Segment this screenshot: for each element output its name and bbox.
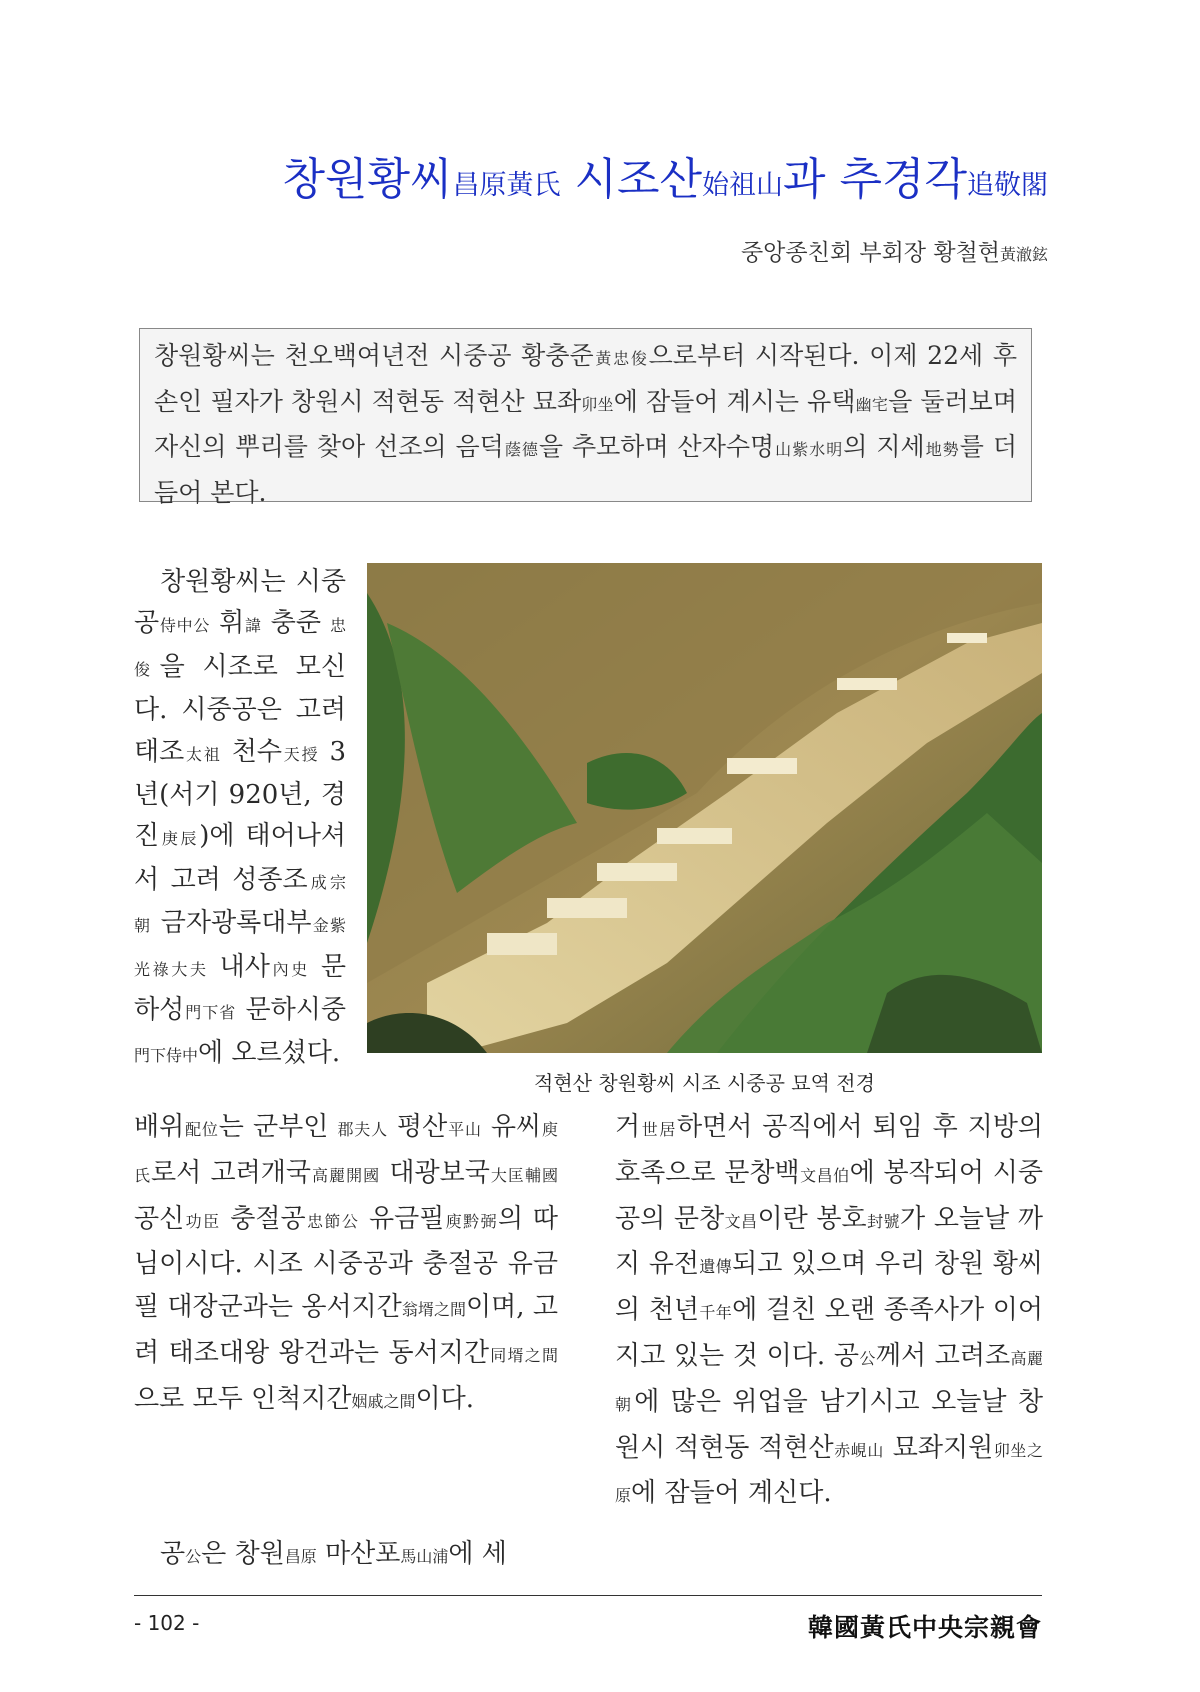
abstract-text: 창원황씨는 천오백여년전 시중공 황충준黃忠俊으로부터 시작된다. 이제 22세 후손인 필자가 창원시 적현동 적현산 묘좌卯坐에 잠들어 계시는 유택幽宅을 둘러보며 자신의 뿌리를 찾아 선조의 음덕蔭德을 추모하며 산자수명山紫水明의 지세地勢를 더듬어 본다. (154, 341, 1017, 507)
abstract-box (139, 328, 1032, 507)
body-column-bottom (134, 1533, 558, 1578)
author-byline: 중앙종친회 부회장 황철현黃澈鉉 (740, 240, 1048, 266)
tomb-terrace (837, 678, 897, 690)
body-column-narrow (134, 562, 346, 1077)
paragraph-4: 거世居하면서 공직에서 퇴임 후 지방의 호족으로 문창백文昌伯에 봉작되어 시중공의 문창文昌이란 봉호封號가 오늘날 까지 유전遺傳되고 있으며 우리 창원 황씨의 천년千年에 걸친 오랜 종족사가 이어지고 있는 것 이다. 공公께서 고려조高麗朝에 많은 위업을 남기시고 오늘날 창원시 적현동 적현산赤峴山 묘좌지원卯坐之原에 잠들어 계신다. (615, 1112, 1043, 1509)
tomb-terrace (657, 828, 732, 844)
organization-name: 韓國黃氏中央宗親會 (807, 1613, 1042, 1642)
page-number: - 102 - (134, 1611, 200, 1635)
paragraph-3: 공公은 창원昌原 마산포馬山浦에 세 (160, 1539, 507, 1569)
footer-rule (134, 1595, 1042, 1596)
tomb-terrace (727, 758, 797, 774)
tomb-terrace (597, 863, 677, 881)
tomb-terrace (547, 898, 627, 918)
photo-caption: 적현산 창원황씨 시조 시중공 묘역 전경 (534, 1071, 875, 1095)
tomb-terrace (947, 633, 987, 643)
tomb-terrace (487, 933, 557, 955)
photo-tomb-site (367, 563, 1042, 1053)
body-column-left (134, 1106, 558, 1424)
paragraph-1: 창원황씨는 시중공侍中公 휘諱 충준 忠俊을 시조로 모신다. 시중공은 고려 태조太祖 천수天授 3년(서기 920년, 경진庚辰)에 태어나셔서 고려 성종조成宗朝 금자광록대부金紫光祿大夫 내사內史 문하성門下省 문하시중門下侍中에 오르셨다. (134, 567, 346, 1069)
page-title: 창원황씨昌原黃氏 시조산始祖山과 추경각追敬閣 (282, 154, 1048, 205)
paragraph-2: 배위配位는 군부인 郡夫人 평산平山 유씨庾氏로서 고려개국高麗開國 대광보국大匡輔國공신功臣 충절공忠節公 유금필庾黔弼의 따님이시다. 시조 시중공과 충절공 유금필 대장군과는 옹서지간翁壻之間이며, 고려 태조대왕 왕건과는 동서지간同壻之間으로 모두 인척지간姻戚之間이다. (134, 1112, 558, 1414)
body-column-right (615, 1106, 1043, 1518)
